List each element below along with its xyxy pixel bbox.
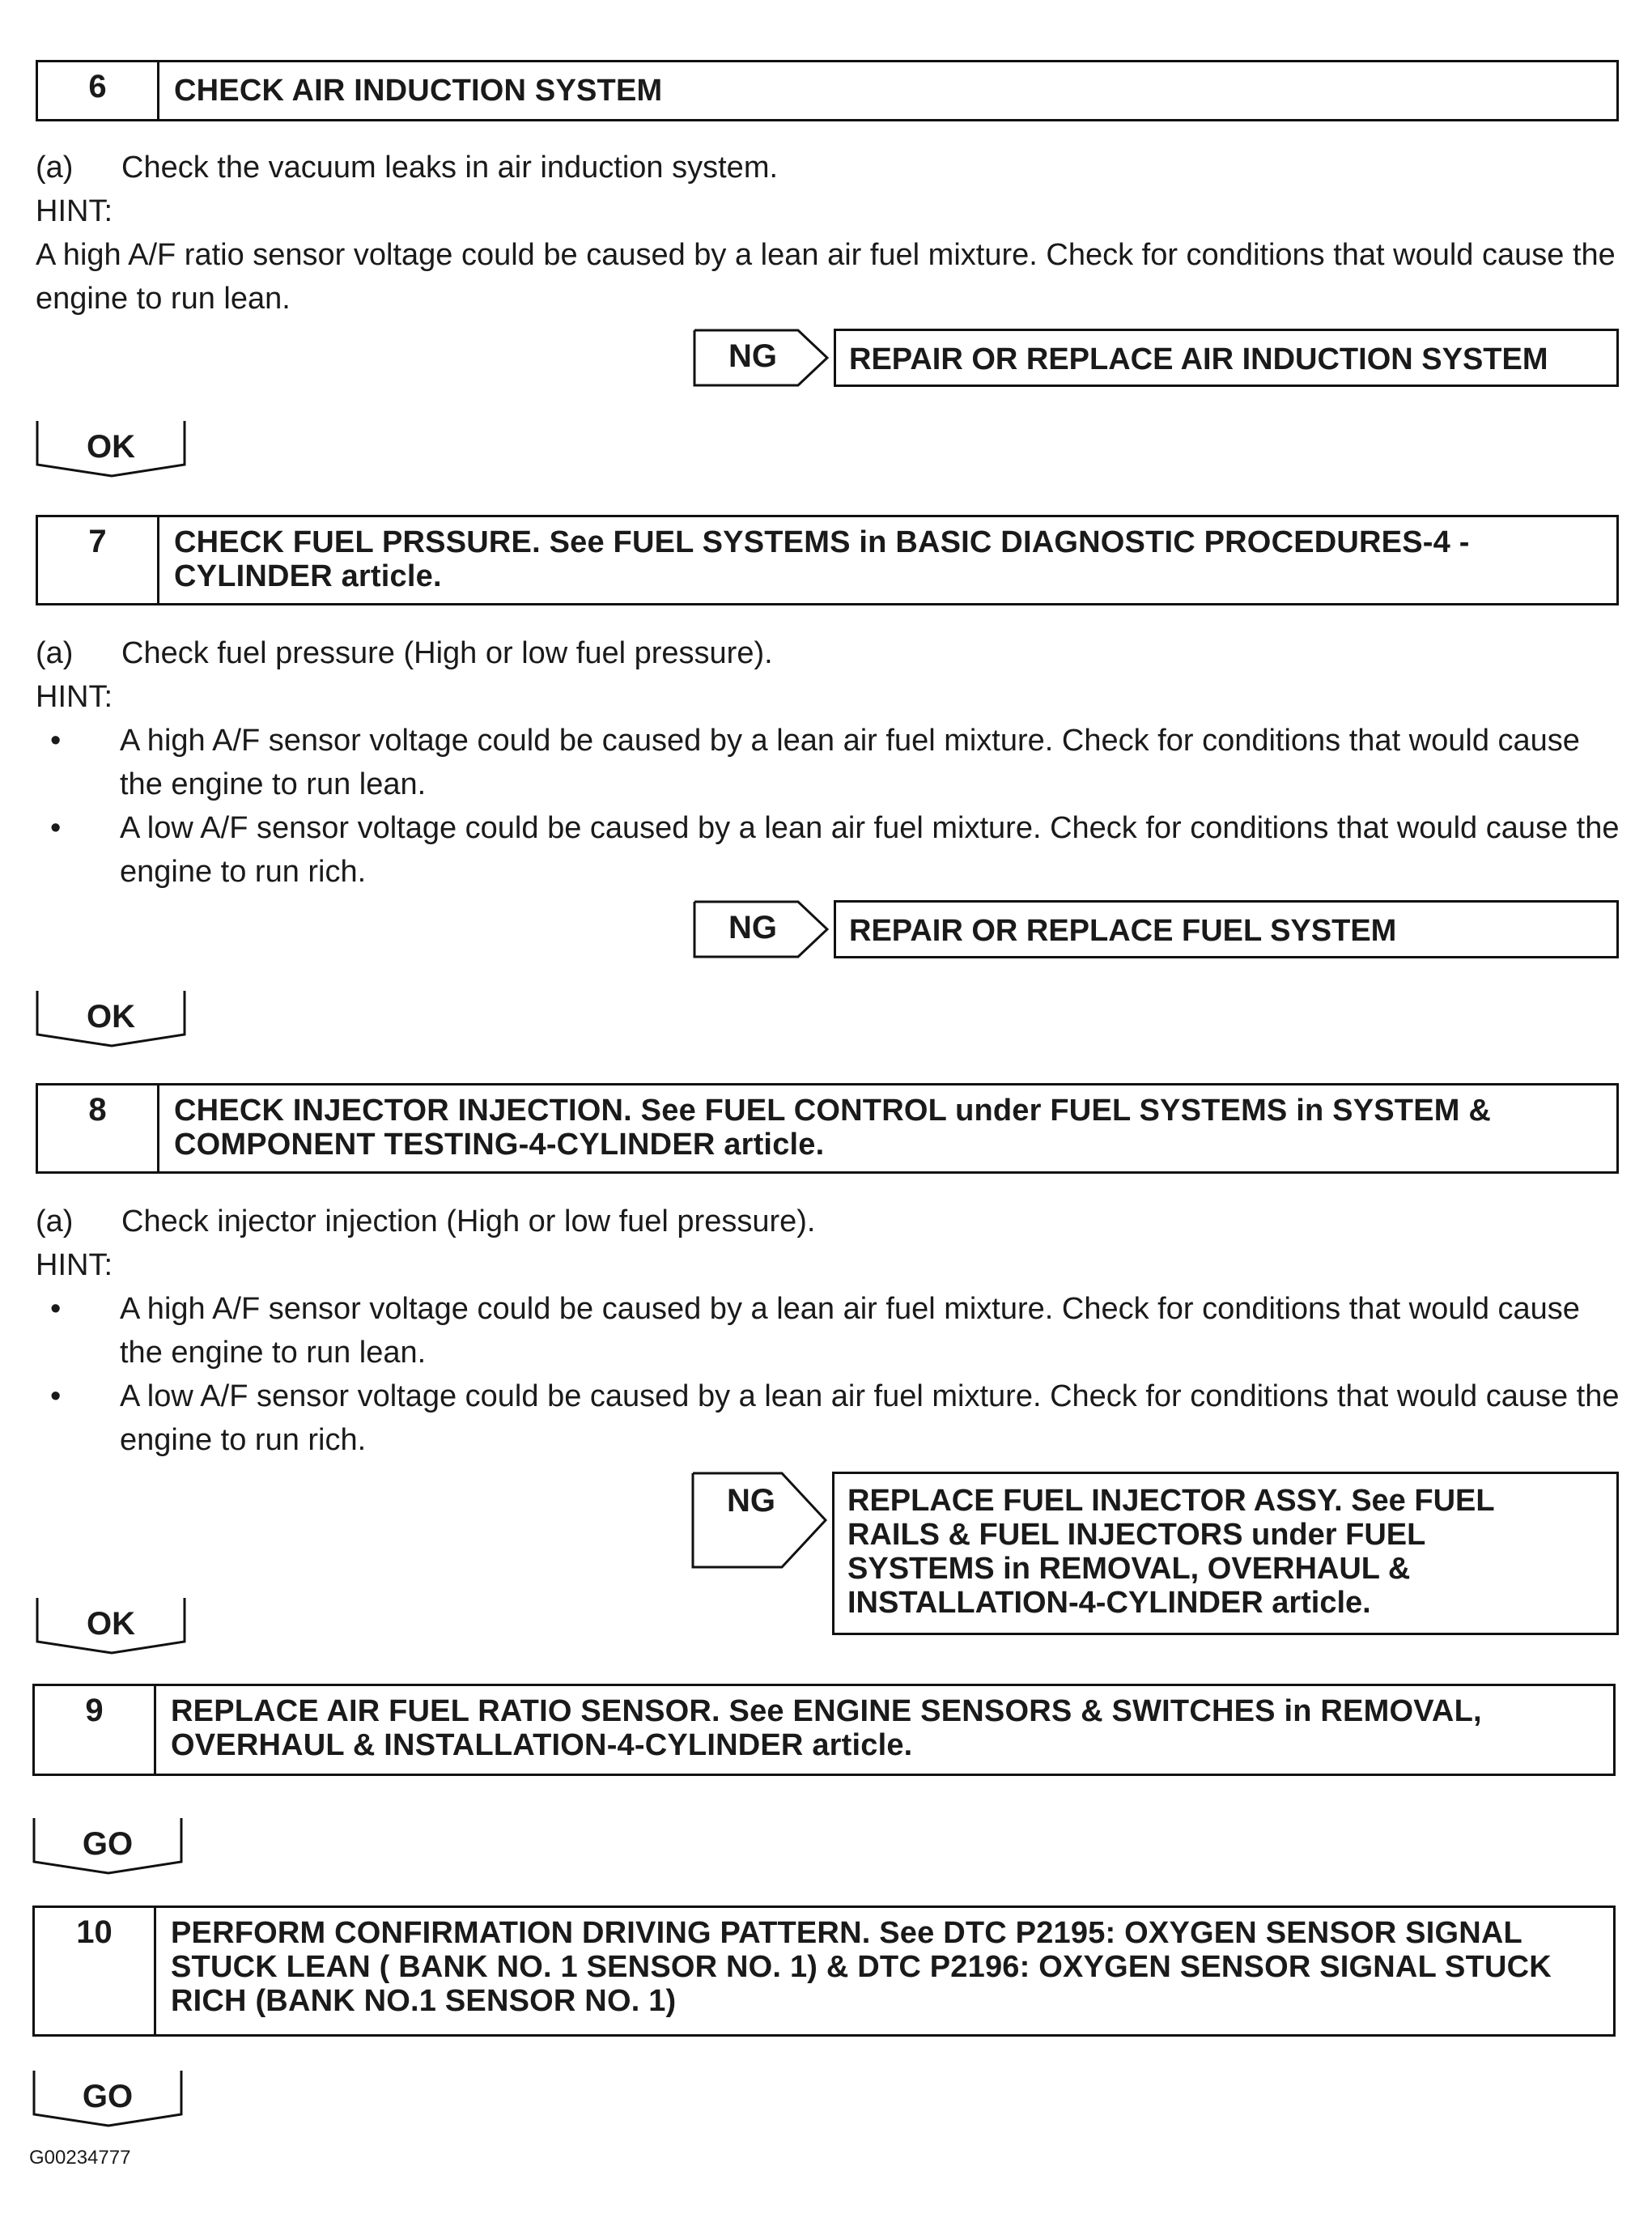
step-10-go-label: GO <box>82 2079 134 2114</box>
step-8-ng-result: REPLACE FUEL INJECTOR ASSY. See FUEL RAILS & FUEL INJECTORS under FUEL SYSTEMS in REMOVAL, OVERHAUL & INSTALLATION-4-CYLINDER article. <box>832 1472 1619 1635</box>
list-item: • A low A/F sensor voltage could be caused by a lean air fuel mixture. Check for conditions that would cause the engine to run rich. <box>36 806 1622 894</box>
list-item: • A high A/F sensor voltage could be caused by a lean air fuel mixture. Check for conditions that would cause the engine to run lean. <box>36 719 1622 806</box>
step-7-hint-label: HINT: <box>36 680 113 714</box>
step-6-number: 6 <box>38 62 159 119</box>
step-10-title: PERFORM CONFIRMATION DRIVING PATTERN. See DTC P2195: OXYGEN SENSOR SIGNAL STUCK LEAN ( BANK NO. 1 SENSOR NO. 1) & DTC P2196: OXYGEN SENSOR SIGNAL STUCK RICH (BANK NO.1 SENSOR NO. 1) <box>171 1916 1552 2018</box>
step-9-go-label: GO <box>82 1826 134 1862</box>
step-8-title: CHECK INJECTOR INJECTION. See FUEL CONTROL under FUEL SYSTEMS in SYSTEM & COMPONENT TESTING-4-CYLINDER article. <box>174 1094 1492 1162</box>
step-10-header <box>32 1905 1616 2037</box>
step-7-header <box>36 515 1619 605</box>
step-8-number: 8 <box>38 1086 159 1171</box>
bullet-icon: • <box>50 724 62 758</box>
step-6-title: CHECK AIR INDUCTION SYSTEM <box>174 74 663 108</box>
step-6-ng-label: NG <box>728 338 777 374</box>
step-6-hint-label: HINT: <box>36 194 113 228</box>
step-8-ng-label: NG <box>727 1483 775 1519</box>
step-8-hint-label: HINT: <box>36 1248 113 1282</box>
step-9-title: REPLACE AIR FUEL RATIO SENSOR. See ENGINE SENSORS & SWITCHES in REMOVAL, OVERHAUL & INSTALLATION-4-CYLINDER article. <box>171 1694 1482 1762</box>
step-7-ng-label: NG <box>728 910 777 945</box>
step-8-hint-list <box>36 1287 1622 1462</box>
list-item: • A high A/F sensor voltage could be caused by a lean air fuel mixture. Check for conditions that would cause the engine to run lean. <box>36 1287 1622 1374</box>
step-8-action-label: (a) <box>36 1204 74 1238</box>
step-6-action-label: (a) <box>36 151 74 185</box>
step-9-header <box>32 1684 1616 1776</box>
step-7-ng-result: REPAIR OR REPLACE FUEL SYSTEM <box>834 900 1619 958</box>
list-item: • A low A/F sensor voltage could be caused by a lean air fuel mixture. Check for conditions that would cause the engine to run rich. <box>36 1374 1622 1462</box>
bullet-icon: • <box>50 1292 62 1326</box>
step-6-action-text: Check the vacuum leaks in air induction system. <box>121 151 779 185</box>
step-8-ok-label: OK <box>87 1606 135 1642</box>
step-7-action-label: (a) <box>36 636 74 670</box>
step-7-action <box>36 631 1622 675</box>
step-7-action-text: Check fuel pressure (High or low fuel pressure). <box>121 636 773 670</box>
step-6-ok-label: OK <box>87 429 135 465</box>
step-8-action-text: Check injector injection (High or low fuel pressure). <box>121 1204 816 1238</box>
step-6-hint-text: A high A/F ratio sensor voltage could be caused by a lean air fuel mixture. Check for conditions that would cause the engine to run lean. <box>36 238 1616 316</box>
step-8-header <box>36 1083 1619 1174</box>
step-7-ok-label: OK <box>87 999 135 1035</box>
step-9-number: 9 <box>35 1686 156 1774</box>
bullet-icon: • <box>50 811 62 845</box>
step-7-hint-list <box>36 719 1622 894</box>
step-10-number: 10 <box>35 1908 156 2034</box>
step-6-ng-result: REPAIR OR REPLACE AIR INDUCTION SYSTEM <box>834 329 1619 387</box>
step-6-action <box>36 146 1622 189</box>
step-7-title: CHECK FUEL PRSSURE. See FUEL SYSTEMS in BASIC DIAGNOSTIC PROCEDURES-4 -CYLINDER article. <box>174 525 1470 593</box>
step-8-action <box>36 1200 1622 1243</box>
bullet-icon: • <box>50 1379 62 1413</box>
step-6-header <box>36 60 1619 121</box>
figure-code: G00234777 <box>29 2147 131 2169</box>
step-7-number: 7 <box>38 517 159 603</box>
